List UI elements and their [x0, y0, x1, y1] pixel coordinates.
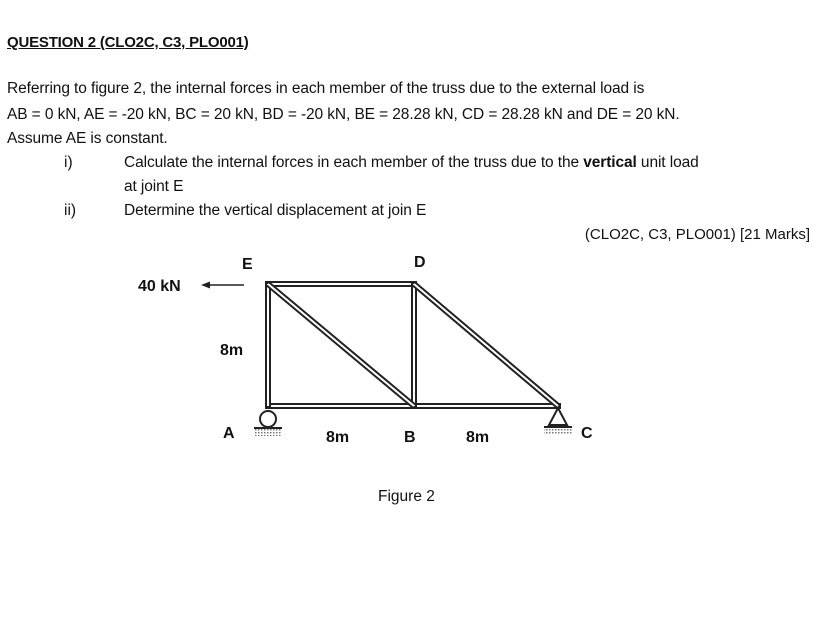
joint-label-a: A — [223, 425, 235, 442]
pin-support-a — [254, 411, 282, 436]
item-1-text-bold: vertical — [583, 154, 637, 171]
joint-label-b: B — [404, 429, 416, 446]
intro-line-2: AB = 0 kN, AE = -20 kN, BC = 20 kN, BD = -20 kN, BE = 28.28 kN, CD = 28.28 kN and DE = 20 kN. — [7, 106, 680, 123]
support-c — [544, 408, 572, 435]
question-heading: QUESTION 2 (CLO2C, C3, PLO001) — [7, 34, 249, 51]
item-1-line-2: at joint E — [124, 178, 184, 195]
item-1-text-before: Calculate the internal forces in each member of the truss due to the — [124, 154, 584, 171]
member-be — [268, 284, 414, 406]
item-2-line-1: Determine the vertical displacement at join E — [124, 202, 427, 219]
height-label: 8m — [220, 342, 244, 359]
intro-line-3: Assume AE is constant. — [7, 130, 168, 147]
span-label-ab: 8m — [326, 429, 350, 446]
span-label-bc: 8m — [466, 429, 490, 446]
item-1-text-after: unit load — [636, 154, 699, 171]
intro-line-1: Referring to figure 2, the internal forces in each member of the truss due to the external load is — [7, 80, 645, 97]
joint-label-e: E — [242, 256, 253, 273]
marks-allocation: (CLO2C, C3, PLO001) [21 Marks] — [584, 226, 810, 243]
item-2-number: ii) — [64, 202, 77, 219]
item-1-number: i) — [64, 154, 73, 171]
figure-caption: Figure 2 — [378, 488, 435, 505]
truss-members — [268, 284, 558, 406]
joint-label-d: D — [414, 254, 426, 271]
load-arrow — [201, 282, 244, 289]
member-cd — [414, 284, 558, 406]
load-label: 40 kN — [138, 278, 181, 295]
joint-label-c: C — [581, 425, 593, 442]
